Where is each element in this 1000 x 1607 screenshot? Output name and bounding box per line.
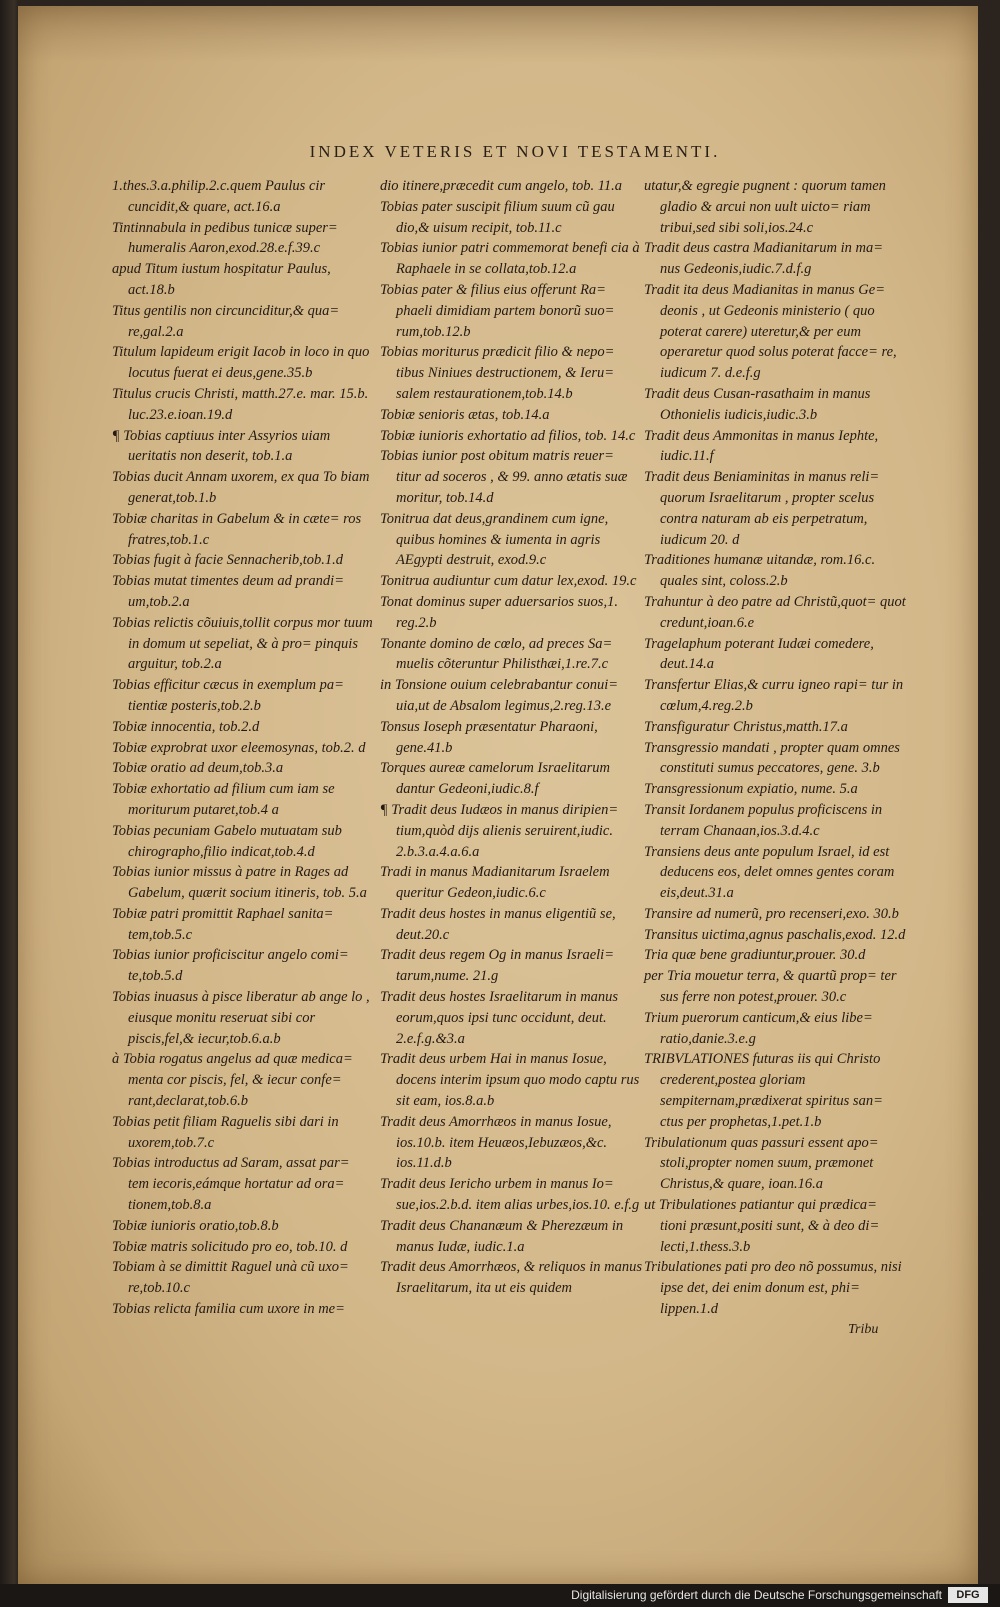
index-entry: Tintinnabula in pedibus tunicæ super= humeralis Aaron,exod.28.e.f.39.c: [112, 219, 338, 257]
catchword: Tribu: [848, 1322, 879, 1337]
index-entry: Tobiæ exhortatio ad filium cum iam se moriturum putaret,tob.4 a: [112, 781, 335, 818]
index-entry: Tradit deus Iericho urbem in manus Io= sue,ios.2.b.d. item alias urbes,ios.10. e.f.g: [380, 1176, 640, 1214]
index-entry: Tradit deus castra Madianitarum in ma= nus Gedeonis,iudic.7.d.f.g: [644, 240, 883, 278]
index-entry: Titus gentilis non circunciditur,& qua= re,gal.2.a: [112, 302, 340, 340]
index-entry: Tonsus Ioseph præsentatur Pharaoni, gene.41.b: [380, 718, 598, 756]
index-entry: ¶ Tobias captiuus inter Assyrios uiam ueritatis non deserit, tob.1.a: [112, 427, 331, 465]
index-entry: Tobias iunior proficiscitur angelo comi= te,tob.5.d: [112, 947, 349, 985]
index-entry: Titulus crucis Christi, matth.27.e. mar. 15.b. luc.23.e.ioan.19.d: [112, 385, 369, 423]
index-entry: Torques aureæ camelorum Israelitarum dantur Gedeoni,iudic.8.f: [380, 760, 610, 798]
index-entry: Tobias efficitur cæcus in exemplum pa= tientiæ posteris,tob.2.b: [112, 677, 344, 714]
index-entry: Trium puerorum canticum,& eius libe= ratio,danie.3.e.g: [644, 1009, 873, 1047]
page-top-edge-shadow: [18, 6, 978, 62]
index-entry: Tobiæ charitas in Gabelum & in cæte= ros fratres,tob.1.c: [112, 510, 362, 548]
index-entry: Tobias pecuniam Gabelo mutuatam sub chirographo,filio indicat,tob.4.d: [112, 822, 342, 860]
index-entry: Tradit ita deus Madianitas in manus Ge= deonis , ut Gedeonis ministerio ( quo poterat carere) uteretur,& per eum operaretur quod solus poterat facce= re, iudicum 7. d.e.f.g: [644, 281, 897, 382]
index-entry: ¶ Tradit deus Iudæos in manus diripien= tium,quòd dijs alienis seruirent,iudic. 2.b.3.a.4.a.6.a: [380, 801, 619, 860]
index-column-2: [380, 176, 642, 1299]
dfg-logo: DFG: [948, 1587, 988, 1603]
index-entry: Tobiæ senioris ætas, tob.14.a: [380, 406, 550, 423]
index-entry: Tobias petit filiam Raguelis sibi dari in uxorem,tob.7.c: [112, 1113, 339, 1151]
index-entry: Tobiæ oratio ad deum,tob.3.a: [112, 760, 284, 777]
index-entry: Traditiones humanæ uitandæ, rom.16.c. quales sint, coloss.2.b: [644, 552, 876, 590]
index-entry: Tradit deus Amorrhæos in manus Iosue, ios.10.b. item Heuæos,Iebuzæos,&c. ios.11.d.b: [380, 1113, 612, 1172]
index-entry: Tribulationes pati pro deo nõ possumus, nisi ipse det, dei enim donum est, phi= lippen.1.d: [644, 1259, 902, 1318]
index-entry: Tonat dominus super aduersarios suos,1. reg.2.b: [380, 593, 618, 631]
index-entry: Tobias introductus ad Saram, assat par= tem iecoris,eámque hortatur ad ora= tionem,tob.8.a: [112, 1155, 350, 1214]
index-entry: apud Titum iustum hospitatur Paulus, act.18.b: [112, 261, 331, 298]
index-entry: Tradit deus Cusan-rasathaim in manus Othonielis iudicis,iudic.3.b: [644, 385, 871, 423]
index-entry: dio itinere,præcedit cum angelo, tob. 11.a: [380, 178, 623, 194]
index-entry: Tobiæ innocentia, tob.2.d: [112, 718, 260, 735]
index-entry: Tobiæ patri promittit Raphael sanita= tem,tob.5.c: [112, 905, 334, 943]
index-entry: Transitus uictima,agnus paschalis,exod. 12.d: [644, 926, 906, 943]
index-entry: ut Tribulationes patiantur qui prædica= tioni præsunt,positi sunt, & à deo di= lecti,1.thess.3.b: [644, 1197, 880, 1255]
index-entry: per Tria mouetur terra, & quartũ prop= ter sus ferre non potest,prouer. 30.c: [644, 968, 897, 1006]
index-entry: Titulum lapideum erigit Iacob in loco in quo locutus fuerat ei deus,gene.35.b: [112, 344, 370, 382]
index-entry: Trahuntur à deo patre ad Christũ,quot= quot credunt,ioan.6.e: [644, 593, 906, 631]
index-column-1: [112, 176, 374, 1320]
index-entry: Transit Iordanem populus proficiscens in terram Chanaan,ios.3.d.4.c: [644, 801, 883, 839]
index-entry: Transgressionum expiatio, nume. 5.a: [644, 781, 858, 798]
index-entry: Tragelaphum poterant Iudæi comedere, deut.14.a: [644, 635, 874, 673]
index-entry: Tradit deus regem Og in manus Israeli= tarum,nume. 21.g: [380, 947, 614, 985]
index-column-3: [644, 176, 906, 1320]
index-entry: Tobiæ matris solicitudo pro eo, tob.10. d: [112, 1238, 348, 1255]
index-entry: Tonante domino de cœlo, ad preces Sa= muelis cõteruntur Philisthæi,1.re.7.c: [380, 635, 613, 673]
index-entry: Transiens deus ante populum Israel, id est deducens eos, delet omnes gentes coram eis,deut.31.a: [644, 843, 895, 902]
index-entry: Tobias ducit Annam uxorem, ex qua To biam generat,tob.1.b: [112, 469, 370, 506]
index-entry: Tradit deus hostes in manus eligentiũ se, deut.20.c: [380, 905, 616, 943]
index-entry: Tobiam à se dimittit Raguel unà cũ uxo= re,tob.10.c: [112, 1259, 349, 1297]
index-entry: Transire ad numerũ, pro recenseri,exo. 30.b: [644, 905, 899, 922]
index-entry: Tradit deus Beniaminitas in manus reli= quorum Israelitarum , propter scelus contra naturam ab eis perpetratum, iudicum 20. d: [644, 469, 880, 548]
index-entry: utatur,& egregie pugnent : quorum tamen gladio & arcui non uult uicto= riam tribui,sed sibi soli,ios.24.c: [644, 178, 886, 236]
index-entry: Tobias pater suscipit filium suum cũ gau dio,& uisum recipit, tob.11.c: [380, 198, 615, 236]
index-entry: Transgressio mandati , propter quam omnes constituti sumus peccatores, gene. 3.b: [644, 739, 900, 777]
index-entry: à Tobia rogatus angelus ad quæ medica= menta cor piscis, fel, & iecur confe= rant,declarat,tob.6.b: [112, 1051, 353, 1110]
index-entry: Tobias iunior post obitum matris reuer= titur ad soceros , & 99. anno ætatis suæ moritur, tob.14.d: [380, 448, 628, 506]
index-entry: Tonitrua audiuntur cum datur lex,exod. 19.c: [380, 573, 637, 590]
index-entry: Transfiguratur Christus,matth.17.a: [644, 718, 848, 735]
index-entry: Tradit deus Chananæum & Pherezæum in manus Iudæ, iudic.1.a: [380, 1217, 624, 1255]
index-entry: Tria quæ bene gradiuntur,prouer. 30.d: [644, 947, 866, 964]
index-entry: Tobias mutat timentes deum ad prandi= um,tob.2.a: [112, 573, 344, 610]
index-entry: TRIBVLATIONES futuras iis qui Christo crederent,postea gloriam sempiternam,prædixerat spiritus san= ctus per prophetas,1.pet.1.b: [644, 1051, 883, 1130]
index-entry: 1.thes.3.a.philip.2.c.quem Paulus cir cuncidit,& quare, act.16.a: [112, 178, 326, 215]
index-entry: Tobias inuasus à pisce liberatur ab ange lo , eiusque monitu reseruat sibi cor piscis,fel,& iecur,tob.6.a.b: [112, 989, 370, 1047]
index-entry: Tobiæ exprobrat uxor eleemosynas, tob.2. d: [112, 739, 366, 756]
index-entry: Tobias relicta familia cum uxore in me=: [112, 1301, 345, 1318]
index-entry: Tobias fugit à facie Sennacherib,tob.1.d: [112, 552, 344, 569]
index-entry: Tradi in manus Madianitarum Israelem queritur Gedeon,iudic.6.c: [380, 864, 610, 902]
running-header: INDEX VETERIS ET NOVI TESTAMENTI.: [309, 142, 721, 161]
index-entry: Tribulationum quas passuri essent apo= stoli,propter nomen suum, præmonet Christus,& quare, ioan.16.a: [644, 1134, 879, 1193]
index-entry: Tobiæ iunioris oratio,tob.8.b: [112, 1217, 279, 1234]
index-entry: Tradit deus hostes Israelitarum in manus eorum,quos ipsi tunc occidunt, deut. 2.e.f.g.&3.a: [380, 989, 619, 1047]
index-entry: Tradit deus Ammonitas in manus Iephte, iudic.11.f: [644, 427, 879, 465]
index-entry: Tonitrua dat deus,grandinem cum igne, quibus homines & iumenta in agris AEgypti destruit, exod.9.c: [380, 510, 609, 569]
index-entry: Transfertur Elias,& curru igneo rapi= tur in cœlum,4.reg.2.b: [644, 677, 904, 714]
index-entry: Tobias relictis cõuiuis,tollit corpus mor tuum in domum ut sepeliat, & à pro= pinquis arguitur, tob.2.a: [112, 614, 373, 673]
index-entry: Tradit deus Amorrhæos, & reliquos in manus Israelitarum, ita ut eis quidem: [380, 1259, 642, 1297]
index-entry: Tobiæ iunioris exhortatio ad filios, tob. 14.c: [380, 427, 636, 444]
index-entry: Tradit deus urbem Hai in manus Iosue, docens interim ipsum quo modo captu rus sit eam, ios.8.a.b: [380, 1051, 640, 1110]
index-entry: Tobias moriturus prædicit filio & nepo= tibus Niniues destructionem, & Ieru= salem restaurationem,tob.14.b: [380, 344, 615, 402]
index-entry: Tobias iunior patri commemorat benefi cia à Raphaele in se collata,tob.12.a: [380, 240, 640, 278]
index-entry: Tobias iunior missus à patre in Rages ad Gabelum, quærit socium itineris, tob. 5.a: [112, 864, 367, 902]
index-entry: Tobias pater & filius eius offerunt Ra= phaeli dimidiam partem bonorũ suo= rum,tob.12.b: [380, 281, 615, 340]
funding-credit: Digitalisierung gefördert durch die Deutsche Forschungsgemeinschaft: [571, 1588, 942, 1602]
index-entry: in Tonsione ouium celebrabantur conui= uia,ut de Absalom legimus,2.reg.13.e: [380, 677, 619, 714]
